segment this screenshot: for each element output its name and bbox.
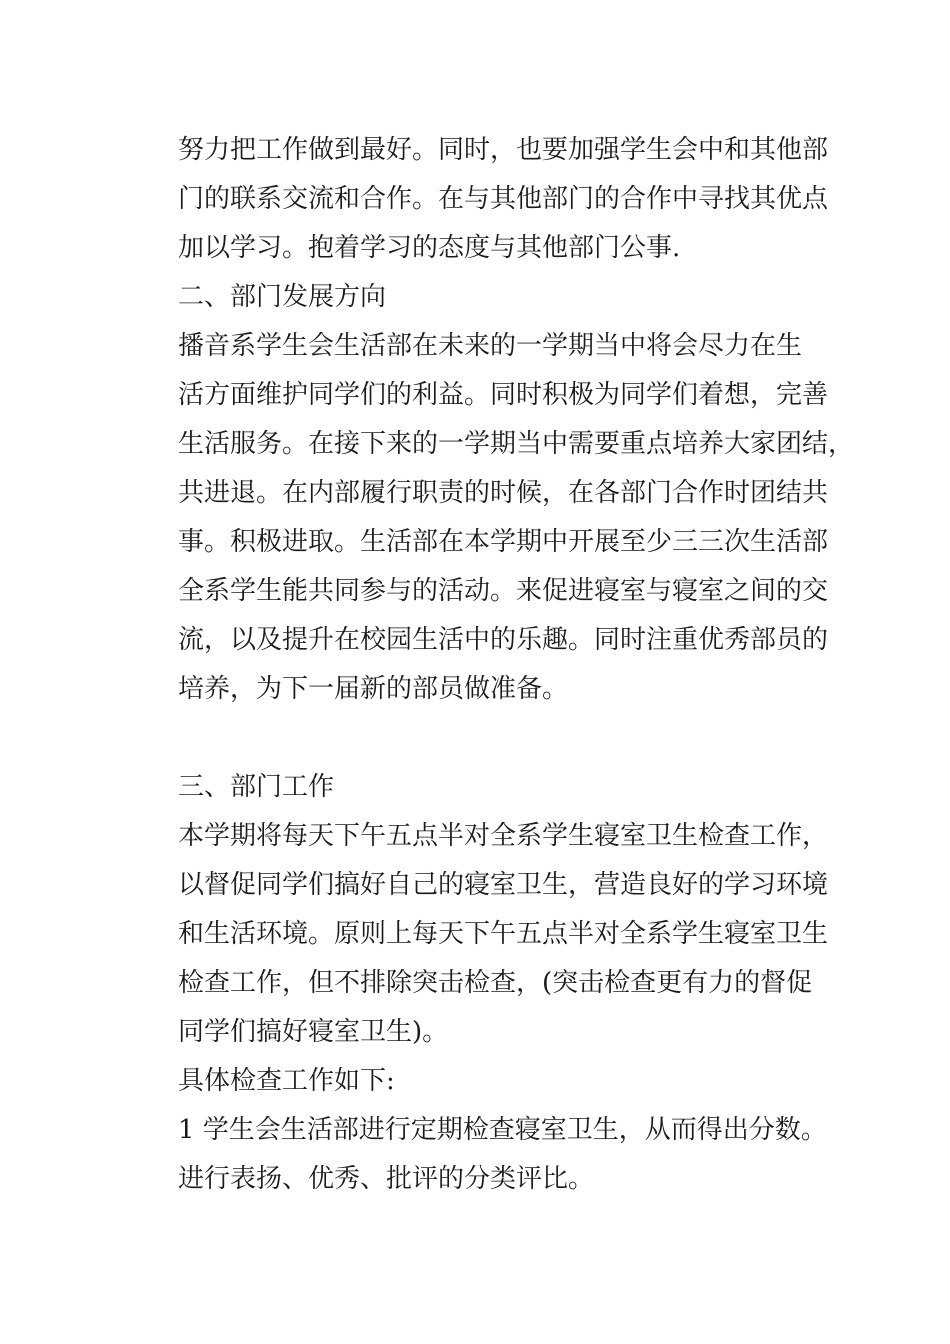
paragraph-line: 努力把工作做到最好。同时，也要加强学生会中和其他部 <box>178 135 829 165</box>
paragraph-line: 和生活环境。原则上每天下午五点半对全系学生寝室卫生 <box>178 919 829 949</box>
section-heading-work: 三、部门工作 <box>178 772 335 802</box>
paragraph-line: 进行表扬、优秀、批评的分类评比。 <box>178 1164 595 1194</box>
paragraph-line: 门的联系交流和合作。在与其他部门的合作中寻找其优点 <box>178 184 829 214</box>
paragraph-line: 流，以及提升在校园生活中的乐趣。同时注重优秀部员的 <box>178 625 829 655</box>
section-heading-development: 二、部门发展方向 <box>178 282 387 312</box>
paragraph-line: 播音系学生会生活部在未来的一学期当中将会尽力在生 <box>178 331 803 361</box>
document-body <box>178 126 855 1204</box>
paragraph-line: 全系学生能共同参与的活动。来促进寝室与寝室之间的交 <box>178 576 829 606</box>
paragraph-line: 共进退。在内部履行职责的时候，在各部门合作时团结共 <box>178 478 829 508</box>
paragraph-line: 生活服务。在接下来的一学期当中需要重点培养大家团结， <box>178 429 855 459</box>
paragraph-line: 本学期将每天下午五点半对全系学生寝室卫生检查工作， <box>178 821 829 851</box>
list-item: 1 学生会生活部进行定期检查寝室卫生，从而得出分数。 <box>178 1115 827 1145</box>
paragraph-line: 检查工作，但不排除突击检查，(突击检查更有力的督促 <box>178 968 813 998</box>
blank-line <box>178 714 828 763</box>
paragraph-line: 活方面维护同学们的利益。同时积极为同学们着想，完善 <box>178 380 829 410</box>
paragraph-line: 事。积极进取。生活部在本学期中开展至少三三次生活部 <box>178 527 829 557</box>
list-intro: 具体检查工作如下: <box>178 1066 395 1096</box>
paragraph-line: 培养，为下一届新的部员做准备。 <box>178 674 569 704</box>
paragraph-line: 同学们搞好寝室卫生)。 <box>178 1017 449 1047</box>
paragraph-line: 以督促同学们搞好自己的寝室卫生，营造良好的学习环境 <box>178 870 829 900</box>
paragraph-line: 加以学习。抱着学习的态度与其他部门公事. <box>178 233 681 263</box>
